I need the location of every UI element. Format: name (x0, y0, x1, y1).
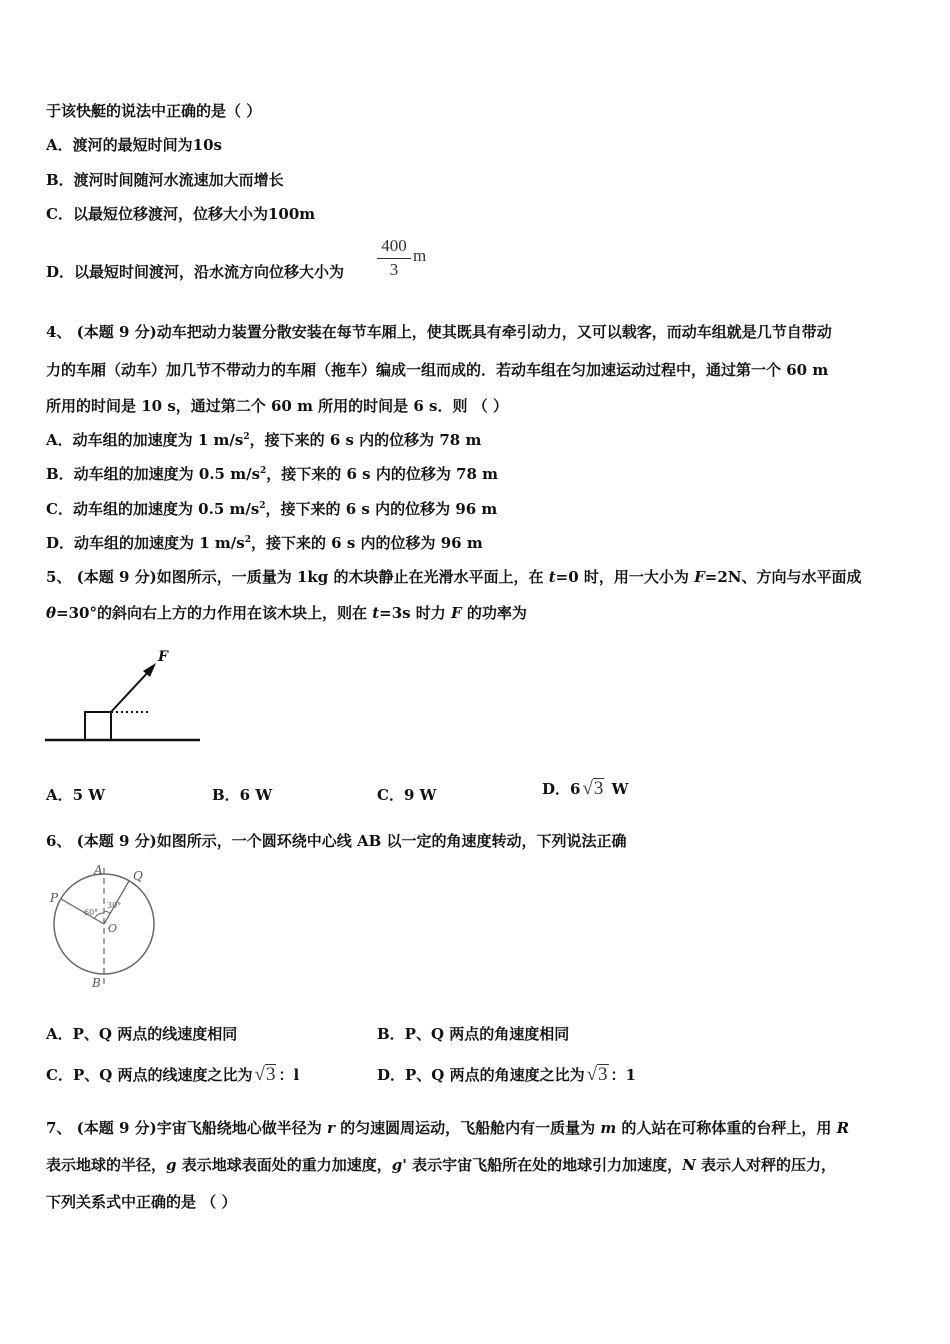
q5-option-a: A．5 W (46, 786, 106, 804)
label-p: P (50, 891, 59, 905)
q5-option-c: C．9 W (377, 786, 437, 804)
rotating-ring-diagram (44, 860, 164, 992)
q5-option-b: B．6 W (212, 786, 273, 804)
q6-option-c: C．P、Q 两点的线速度之比为 √3 ：l (46, 1064, 300, 1085)
q4-option-a: A．动车组的加速度为 1 $m/s^2$，接下来的 6 s 内的位移为 78 m (46, 431, 482, 449)
label-q: Q (133, 869, 143, 883)
fraction-numerator: 400 (381, 236, 407, 255)
fraction-bar (377, 258, 411, 259)
q6-option-a: A．P、Q 两点的线速度相同 (46, 1025, 238, 1043)
q4-stem-line-3: 所用的时间是 10 s，通过第二个 60 m 所用的时间是 6 s．则 （ ） (46, 397, 508, 415)
q7-stem-line-1: 7、 (本题 9 分)宇宙飞船绕地心做半径为 r 的匀速圆周运动，飞船舱内有一质量为 m 的人站在可称体重的台秤上，用 R (46, 1119, 850, 1137)
sqrt-symbol: √3 (582, 778, 604, 799)
fraction-unit: m (413, 246, 427, 265)
q3-option-b: B．渡河时间随河水流速加大而增长 (46, 171, 284, 189)
label-angle-30: 30° (107, 901, 122, 910)
q5-option-d: D．6 √3 W (542, 778, 629, 799)
q3-option-d: D．以最短时间渡河，沿水流方向位移大小为 (46, 263, 345, 281)
q7-stem-line-2: 表示地球的半径，g 表示地球表面处的重力加速度，g' 表示宇宙飞船所在处的地球引力加速度，N 表示人对秤的压力， (46, 1156, 837, 1174)
label-angle-60: 60° (84, 908, 99, 917)
label-a: A (94, 863, 103, 877)
wooden-block (85, 712, 111, 740)
force-arrow-shaft (111, 670, 150, 712)
fraction-denominator: 3 (389, 260, 399, 279)
sqrt-symbol: √3 (586, 1064, 608, 1085)
label-b: B (92, 976, 101, 990)
q6-stem: 6、 (本题 9 分)如图所示，一个圆环绕中心线 AB 以一定的角速度转动，下列说法正确 (46, 832, 627, 850)
label-o: O (108, 922, 118, 935)
q4-stem-line-1: 4、 (本题 9 分)动车把动力装置分散安装在每节车厢上，使其既具有牵引动力，又可以载客，而动车组就是几节自带动 (46, 323, 832, 341)
force-label: F (158, 649, 168, 665)
block-force-diagram (40, 645, 210, 750)
q3-option-a: A．渡河的最短时间为10s (46, 136, 222, 154)
q4-option-b: B．动车组的加速度为 0.5 $m/s^2$，接下来的 6 s 内的位移为 78 m (46, 465, 499, 483)
q4-option-c: C．动车组的加速度为 0.5 $m/s^2$，接下来的 6 s 内的位移为 96 m (46, 500, 498, 518)
q5-stem-line-1: 5、 (本题 9 分)如图所示，一质量为 1kg 的木块静止在光滑水平面上，在 t=0 时，用一大小为 F=2N、方向与水平面成 (46, 568, 862, 586)
q3-stem: 于该快艇的说法中正确的是（ ） (46, 102, 262, 120)
q4-option-d: D．动车组的加速度为 1 $m/s^2$，接下来的 6 s 内的位移为 96 m (46, 534, 483, 552)
q3-option-c: C．以最短位移渡河，位移大小为100m (46, 205, 316, 223)
q5-stem-line-2: θ=30°的斜向右上方的力作用在该木块上，则在 t=3s 时力 F 的功率为 (46, 604, 527, 622)
sqrt-symbol: √3 (254, 1064, 276, 1085)
angle-arc-30 (104, 911, 110, 913)
q4-stem-line-2: 力的车厢（动车）加几节不带动力的车厢（拖车）编成一组而成的．若动车组在匀加速运动过程中，通过第一个 60 m (46, 361, 829, 379)
q6-option-d: D．P、Q 两点的角速度之比为 √3 ：1 (377, 1064, 636, 1085)
q7-stem-line-3: 下列关系式中正确的是 （ ） (46, 1193, 237, 1211)
q6-option-b: B．P、Q 两点的角速度相同 (377, 1025, 570, 1043)
